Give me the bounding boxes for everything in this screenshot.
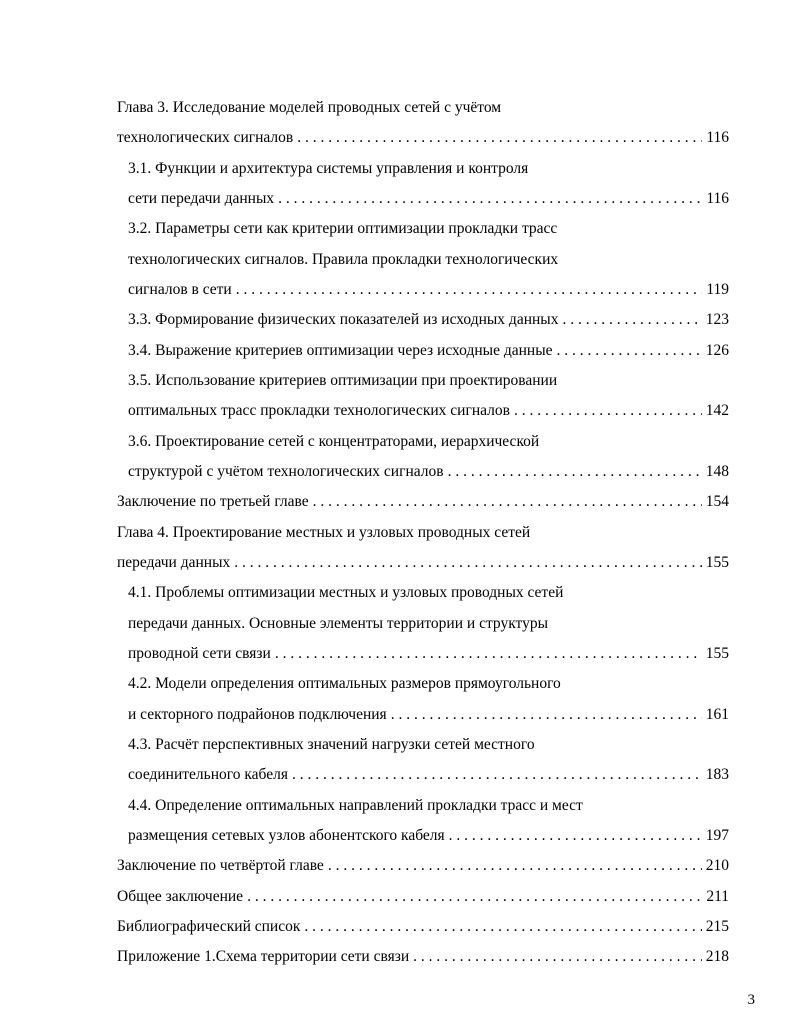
toc-entry-page: 142 [705, 402, 729, 420]
toc-entry[interactable] [117, 548, 729, 578]
toc-entry-line: передачи данных. Основные элементы территории и структуры [128, 614, 549, 632]
toc-entry[interactable] [117, 942, 729, 972]
toc-entry[interactable] [128, 275, 729, 305]
toc-entry-title: Заключение по третьей главе [117, 493, 309, 511]
toc-entry-title: Приложение 1.Схема территории сети связи [117, 948, 410, 966]
dot-leader [278, 184, 702, 214]
toc-entry-line: 3.1. Функции и архитектура системы управления и контроля [128, 159, 529, 177]
dot-leader [234, 548, 702, 578]
toc-entry[interactable] [128, 639, 729, 669]
dot-leader [297, 123, 702, 153]
toc-entry-page: 155 [705, 644, 729, 662]
dot-leader [236, 275, 703, 305]
dot-leader [562, 305, 701, 335]
dot-leader [413, 942, 702, 972]
toc-entry-page: 148 [705, 462, 729, 480]
toc-entry-title: структурой с учётом технологических сигналов [128, 462, 444, 480]
toc-entry-page: 154 [705, 493, 729, 511]
toc-entry[interactable] [117, 912, 729, 942]
toc-entry[interactable] [128, 821, 729, 851]
toc-entry-title: соединительного кабеля [128, 766, 288, 784]
toc-entry-page: 211 [706, 887, 729, 905]
toc-entry-page: 183 [705, 766, 729, 784]
toc-entry-page: 116 [706, 189, 729, 207]
toc-entry[interactable] [128, 305, 729, 335]
toc-entry[interactable] [128, 396, 729, 426]
toc-entry-page: 126 [705, 341, 729, 359]
dot-leader [391, 700, 702, 730]
toc-entry[interactable] [117, 487, 729, 517]
toc-entry-title: и секторного подрайонов подключения [128, 705, 387, 723]
toc-entry-title: оптимальных трасс прокладки технологических сигналов [128, 402, 510, 420]
toc-entry-page: 116 [706, 129, 729, 147]
dot-leader [247, 882, 702, 912]
toc-entry-page: 218 [705, 948, 729, 966]
toc-entry-page: 119 [706, 280, 729, 298]
toc-entry[interactable] [117, 882, 729, 912]
dot-leader [313, 487, 702, 517]
page-number: 3 [747, 992, 755, 1008]
dot-leader [514, 396, 702, 426]
toc-entry-title: технологических сигналов [117, 129, 294, 147]
toc-entry-title: передачи данных [117, 553, 231, 571]
toc-entry-title: сети передачи данных [128, 189, 275, 207]
toc-entry-page: 161 [705, 705, 729, 723]
toc-entry-title: 3.4. Выражение критериев оптимизации через исходные данные [128, 341, 553, 359]
dot-leader [448, 457, 702, 487]
toc-entry[interactable] [117, 123, 729, 153]
toc-entry[interactable] [117, 851, 729, 881]
toc-entry[interactable] [128, 457, 729, 487]
dot-leader [449, 821, 702, 851]
toc-entry-page: 215 [705, 917, 729, 935]
toc-entry-line: 3.6. Проектирование сетей с концентраторами, иерархической [128, 432, 540, 450]
toc-entry-line: Глава 3. Исследование моделей проводных сетей с учётом [117, 99, 502, 116]
toc-entry-title: Заключение по четвёртой главе [117, 857, 324, 875]
toc-entry-line: 3.2. Параметры сети как критерии оптимизации прокладки трасс [128, 220, 558, 238]
dot-leader [557, 336, 702, 366]
toc-entry-line: 3.5. Использование критериев оптимизации при проектировании [128, 371, 558, 389]
toc-entry-title: сигналов в сети [128, 280, 232, 298]
toc-entry-page: 123 [705, 311, 729, 329]
toc-entry-line: Глава 4. Проектирование местных и узловых проводных сетей [117, 523, 531, 541]
dot-leader [328, 851, 702, 881]
toc-entry-title: Общее заключение [117, 887, 244, 905]
dot-leader [304, 912, 701, 942]
toc-entry[interactable] [128, 336, 729, 366]
toc-entry-page: 210 [705, 857, 729, 875]
toc-entry-title: Библиографический список [117, 917, 301, 935]
toc-entry[interactable] [128, 700, 729, 730]
toc-entry-page: 197 [705, 826, 729, 844]
toc-entry-line: 4.4. Определение оптимальных направлений прокладки трасс и мест [128, 796, 583, 814]
toc-entry-title: 3.3. Формирование физических показателей из исходных данных [128, 311, 559, 329]
toc-entry[interactable] [128, 184, 729, 214]
toc-entry-page: 155 [705, 553, 729, 571]
toc-entry-line: 4.3. Расчёт перспективных значений нагрузки сетей местного [128, 735, 535, 753]
dot-leader [275, 639, 702, 669]
toc-entry[interactable] [128, 760, 729, 790]
dot-leader [292, 760, 702, 790]
toc-entry-line: технологических сигналов. Правила прокладки технологических [128, 250, 559, 268]
toc-entry-line: 4.2. Модели определения оптимальных размеров прямоугольного [128, 675, 561, 693]
toc-entry-title: размещения сетевых узлов абонентского кабеля [128, 826, 445, 844]
toc-entry-title: проводной сети связи [128, 644, 271, 662]
toc-entry-line: 4.1. Проблемы оптимизации местных и узловых проводных сетей [128, 584, 564, 602]
